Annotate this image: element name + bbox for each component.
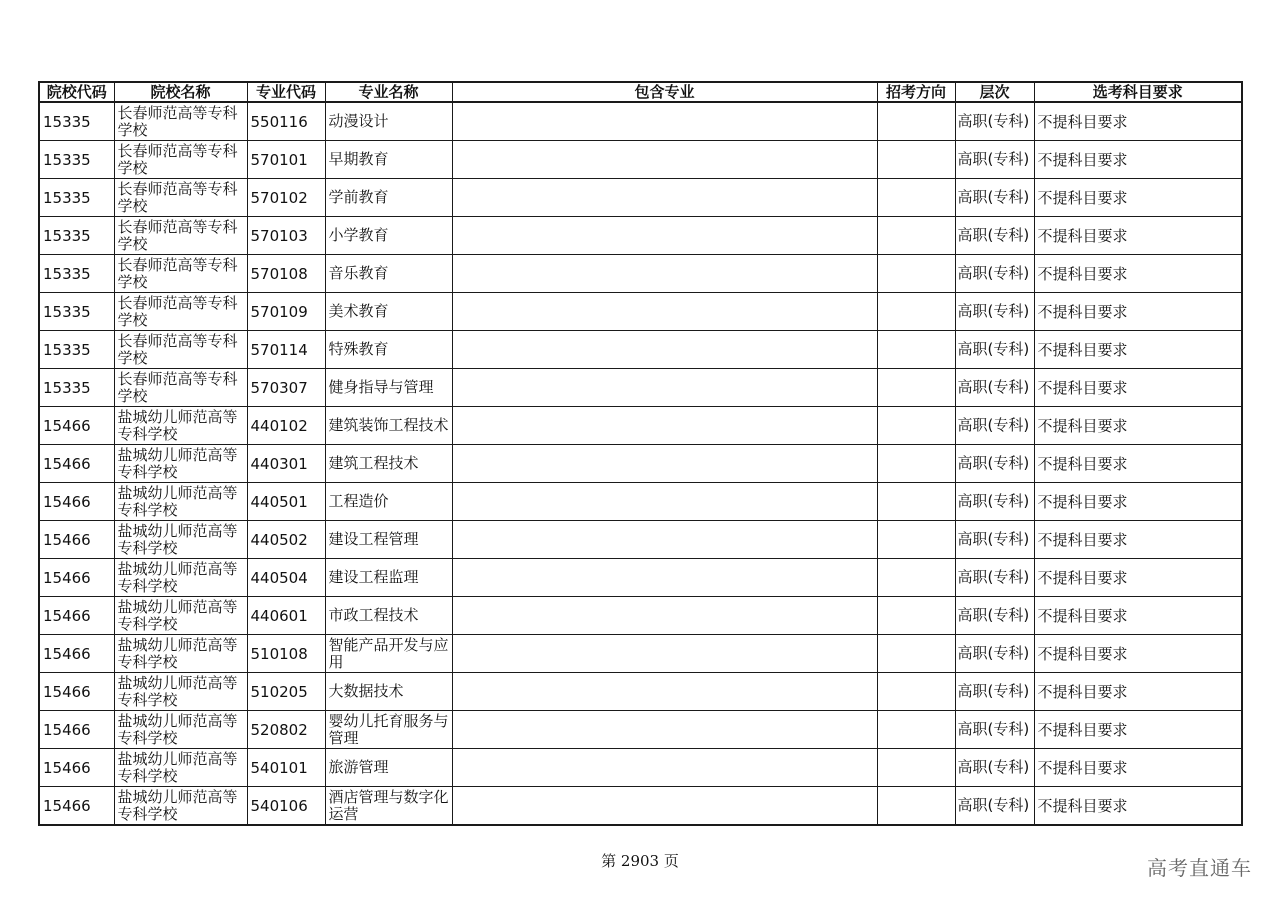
included-majors-cell bbox=[452, 179, 877, 217]
school-name-cell: 盐城幼儿师范高等专科学校 bbox=[114, 483, 247, 521]
header-direction: 招考方向 bbox=[877, 82, 955, 102]
school-code-cell: 15335 bbox=[39, 255, 114, 293]
subject-requirement-cell: 不提科目要求 bbox=[1034, 673, 1242, 711]
included-majors-cell bbox=[452, 597, 877, 635]
school-name-cell: 长春师范高等专科学校 bbox=[114, 179, 247, 217]
level-cell: 高职(专科) bbox=[955, 749, 1034, 787]
direction-cell bbox=[877, 102, 955, 141]
table-row bbox=[39, 141, 1242, 179]
school-name-cell: 盐城幼儿师范高等专科学校 bbox=[114, 521, 247, 559]
subject-requirement-cell: 不提科目要求 bbox=[1034, 141, 1242, 179]
table-row bbox=[39, 787, 1242, 826]
table-row bbox=[39, 559, 1242, 597]
major-code-cell: 570307 bbox=[247, 369, 325, 407]
level-cell: 高职(专科) bbox=[955, 255, 1034, 293]
school-name-cell: 盐城幼儿师范高等专科学校 bbox=[114, 749, 247, 787]
major-name-cell: 健身指导与管理 bbox=[325, 369, 452, 407]
header-school-code: 院校代码 bbox=[39, 82, 114, 102]
direction-cell bbox=[877, 673, 955, 711]
major-name-cell: 市政工程技术 bbox=[325, 597, 452, 635]
major-name-cell: 建设工程监理 bbox=[325, 559, 452, 597]
subject-requirement-cell: 不提科目要求 bbox=[1034, 787, 1242, 826]
level-cell: 高职(专科) bbox=[955, 331, 1034, 369]
major-code-cell: 570109 bbox=[247, 293, 325, 331]
major-name-cell: 美术教育 bbox=[325, 293, 452, 331]
school-code-cell: 15466 bbox=[39, 559, 114, 597]
major-name-cell: 酒店管理与数字化运营 bbox=[325, 787, 452, 826]
level-cell: 高职(专科) bbox=[955, 369, 1034, 407]
major-code-cell: 570101 bbox=[247, 141, 325, 179]
school-name-cell: 盐城幼儿师范高等专科学校 bbox=[114, 635, 247, 673]
school-name-cell: 盐城幼儿师范高等专科学校 bbox=[114, 787, 247, 826]
major-code-cell: 510205 bbox=[247, 673, 325, 711]
school-code-cell: 15466 bbox=[39, 787, 114, 826]
school-code-cell: 15335 bbox=[39, 141, 114, 179]
table-body bbox=[39, 102, 1242, 825]
level-cell: 高职(专科) bbox=[955, 141, 1034, 179]
table-row bbox=[39, 445, 1242, 483]
header-subject-requirement: 选考科目要求 bbox=[1034, 82, 1242, 102]
school-code-cell: 15335 bbox=[39, 179, 114, 217]
school-name-cell: 长春师范高等专科学校 bbox=[114, 293, 247, 331]
school-code-cell: 15335 bbox=[39, 102, 114, 141]
included-majors-cell bbox=[452, 749, 877, 787]
direction-cell bbox=[877, 445, 955, 483]
school-code-cell: 15335 bbox=[39, 331, 114, 369]
direction-cell bbox=[877, 293, 955, 331]
direction-cell bbox=[877, 369, 955, 407]
level-cell: 高职(专科) bbox=[955, 407, 1034, 445]
table-row bbox=[39, 331, 1242, 369]
included-majors-cell bbox=[452, 407, 877, 445]
direction-cell bbox=[877, 141, 955, 179]
included-majors-cell bbox=[452, 673, 877, 711]
included-majors-cell bbox=[452, 711, 877, 749]
level-cell: 高职(专科) bbox=[955, 673, 1034, 711]
major-code-cell: 570103 bbox=[247, 217, 325, 255]
subject-requirement-cell: 不提科目要求 bbox=[1034, 445, 1242, 483]
direction-cell bbox=[877, 559, 955, 597]
level-cell: 高职(专科) bbox=[955, 445, 1034, 483]
subject-requirement-cell: 不提科目要求 bbox=[1034, 217, 1242, 255]
school-name-cell: 长春师范高等专科学校 bbox=[114, 369, 247, 407]
major-name-cell: 特殊教育 bbox=[325, 331, 452, 369]
level-cell: 高职(专科) bbox=[955, 521, 1034, 559]
school-code-cell: 15335 bbox=[39, 293, 114, 331]
level-cell: 高职(专科) bbox=[955, 787, 1034, 826]
school-code-cell: 15466 bbox=[39, 635, 114, 673]
subject-requirement-cell: 不提科目要求 bbox=[1034, 711, 1242, 749]
subject-requirement-cell: 不提科目要求 bbox=[1034, 331, 1242, 369]
watermark: 高考直通车 bbox=[1147, 856, 1252, 880]
table-row bbox=[39, 293, 1242, 331]
direction-cell bbox=[877, 521, 955, 559]
school-name-cell: 长春师范高等专科学校 bbox=[114, 141, 247, 179]
header-level: 层次 bbox=[955, 82, 1034, 102]
major-name-cell: 智能产品开发与应用 bbox=[325, 635, 452, 673]
school-code-cell: 15466 bbox=[39, 483, 114, 521]
major-code-cell: 540106 bbox=[247, 787, 325, 826]
major-code-cell: 520802 bbox=[247, 711, 325, 749]
direction-cell bbox=[877, 407, 955, 445]
table-row bbox=[39, 407, 1242, 445]
major-code-cell: 440501 bbox=[247, 483, 325, 521]
major-name-cell: 动漫设计 bbox=[325, 102, 452, 141]
included-majors-cell bbox=[452, 141, 877, 179]
level-cell: 高职(专科) bbox=[955, 559, 1034, 597]
direction-cell bbox=[877, 749, 955, 787]
school-name-cell: 长春师范高等专科学校 bbox=[114, 102, 247, 141]
school-name-cell: 长春师范高等专科学校 bbox=[114, 217, 247, 255]
table-row bbox=[39, 673, 1242, 711]
major-name-cell: 大数据技术 bbox=[325, 673, 452, 711]
school-code-cell: 15335 bbox=[39, 217, 114, 255]
direction-cell bbox=[877, 255, 955, 293]
included-majors-cell bbox=[452, 331, 877, 369]
table-row bbox=[39, 711, 1242, 749]
subject-requirement-cell: 不提科目要求 bbox=[1034, 369, 1242, 407]
table-row bbox=[39, 597, 1242, 635]
school-name-cell: 盐城幼儿师范高等专科学校 bbox=[114, 407, 247, 445]
major-name-cell: 小学教育 bbox=[325, 217, 452, 255]
subject-requirement-cell: 不提科目要求 bbox=[1034, 559, 1242, 597]
subject-requirement-cell: 不提科目要求 bbox=[1034, 255, 1242, 293]
school-name-cell: 长春师范高等专科学校 bbox=[114, 255, 247, 293]
table-row bbox=[39, 217, 1242, 255]
school-name-cell: 盐城幼儿师范高等专科学校 bbox=[114, 597, 247, 635]
direction-cell bbox=[877, 483, 955, 521]
level-cell: 高职(专科) bbox=[955, 483, 1034, 521]
table-row bbox=[39, 635, 1242, 673]
direction-cell bbox=[877, 179, 955, 217]
major-code-cell: 570108 bbox=[247, 255, 325, 293]
level-cell: 高职(专科) bbox=[955, 711, 1034, 749]
major-name-cell: 建筑工程技术 bbox=[325, 445, 452, 483]
school-name-cell: 长春师范高等专科学校 bbox=[114, 331, 247, 369]
major-name-cell: 婴幼儿托育服务与管理 bbox=[325, 711, 452, 749]
school-code-cell: 15335 bbox=[39, 369, 114, 407]
school-name-cell: 盐城幼儿师范高等专科学校 bbox=[114, 673, 247, 711]
level-cell: 高职(专科) bbox=[955, 635, 1034, 673]
school-name-cell: 盐城幼儿师范高等专科学校 bbox=[114, 445, 247, 483]
table-row bbox=[39, 369, 1242, 407]
major-code-cell: 570114 bbox=[247, 331, 325, 369]
major-name-cell: 工程造价 bbox=[325, 483, 452, 521]
subject-requirement-cell: 不提科目要求 bbox=[1034, 749, 1242, 787]
direction-cell bbox=[877, 331, 955, 369]
school-code-cell: 15466 bbox=[39, 711, 114, 749]
subject-requirement-cell: 不提科目要求 bbox=[1034, 407, 1242, 445]
table-row bbox=[39, 255, 1242, 293]
included-majors-cell bbox=[452, 521, 877, 559]
school-code-cell: 15466 bbox=[39, 521, 114, 559]
major-name-cell: 建设工程管理 bbox=[325, 521, 452, 559]
major-name-cell: 建筑装饰工程技术 bbox=[325, 407, 452, 445]
table-row bbox=[39, 749, 1242, 787]
subject-requirement-cell: 不提科目要求 bbox=[1034, 483, 1242, 521]
major-name-cell: 旅游管理 bbox=[325, 749, 452, 787]
table-row bbox=[39, 483, 1242, 521]
level-cell: 高职(专科) bbox=[955, 102, 1034, 141]
level-cell: 高职(专科) bbox=[955, 293, 1034, 331]
subject-requirement-cell: 不提科目要求 bbox=[1034, 293, 1242, 331]
direction-cell bbox=[877, 635, 955, 673]
included-majors-cell bbox=[452, 635, 877, 673]
school-name-cell: 盐城幼儿师范高等专科学校 bbox=[114, 711, 247, 749]
header-school-name: 院校名称 bbox=[114, 82, 247, 102]
included-majors-cell bbox=[452, 787, 877, 826]
table-row bbox=[39, 179, 1242, 217]
subject-requirement-cell: 不提科目要求 bbox=[1034, 521, 1242, 559]
included-majors-cell bbox=[452, 559, 877, 597]
major-code-cell: 440504 bbox=[247, 559, 325, 597]
major-code-cell: 510108 bbox=[247, 635, 325, 673]
direction-cell bbox=[877, 787, 955, 826]
header-major-name: 专业名称 bbox=[325, 82, 452, 102]
major-code-cell: 440601 bbox=[247, 597, 325, 635]
table-header-row bbox=[39, 82, 1242, 102]
included-majors-cell bbox=[452, 293, 877, 331]
subject-requirement-cell: 不提科目要求 bbox=[1034, 635, 1242, 673]
subject-requirement-cell: 不提科目要求 bbox=[1034, 102, 1242, 141]
header-major-code: 专业代码 bbox=[247, 82, 325, 102]
included-majors-cell bbox=[452, 369, 877, 407]
direction-cell bbox=[877, 711, 955, 749]
major-name-cell: 早期教育 bbox=[325, 141, 452, 179]
school-code-cell: 15466 bbox=[39, 407, 114, 445]
level-cell: 高职(专科) bbox=[955, 217, 1034, 255]
school-name-cell: 盐城幼儿师范高等专科学校 bbox=[114, 559, 247, 597]
included-majors-cell bbox=[452, 217, 877, 255]
major-code-cell: 540101 bbox=[247, 749, 325, 787]
major-code-cell: 550116 bbox=[247, 102, 325, 141]
direction-cell bbox=[877, 217, 955, 255]
included-majors-cell bbox=[452, 483, 877, 521]
major-code-cell: 570102 bbox=[247, 179, 325, 217]
included-majors-cell bbox=[452, 102, 877, 141]
subject-requirement-cell: 不提科目要求 bbox=[1034, 179, 1242, 217]
page-number: 第 2903 页 bbox=[601, 852, 679, 870]
major-code-cell: 440502 bbox=[247, 521, 325, 559]
included-majors-cell bbox=[452, 445, 877, 483]
school-code-cell: 15466 bbox=[39, 597, 114, 635]
subject-requirement-cell: 不提科目要求 bbox=[1034, 597, 1242, 635]
major-code-cell: 440102 bbox=[247, 407, 325, 445]
major-code-cell: 440301 bbox=[247, 445, 325, 483]
direction-cell bbox=[877, 597, 955, 635]
school-code-cell: 15466 bbox=[39, 445, 114, 483]
level-cell: 高职(专科) bbox=[955, 179, 1034, 217]
major-name-cell: 音乐教育 bbox=[325, 255, 452, 293]
school-code-cell: 15466 bbox=[39, 749, 114, 787]
header-included-majors: 包含专业 bbox=[452, 82, 877, 102]
table-row bbox=[39, 102, 1242, 141]
included-majors-cell bbox=[452, 255, 877, 293]
major-name-cell: 学前教育 bbox=[325, 179, 452, 217]
table-row bbox=[39, 521, 1242, 559]
school-code-cell: 15466 bbox=[39, 673, 114, 711]
level-cell: 高职(专科) bbox=[955, 597, 1034, 635]
admissions-table bbox=[38, 81, 1243, 826]
